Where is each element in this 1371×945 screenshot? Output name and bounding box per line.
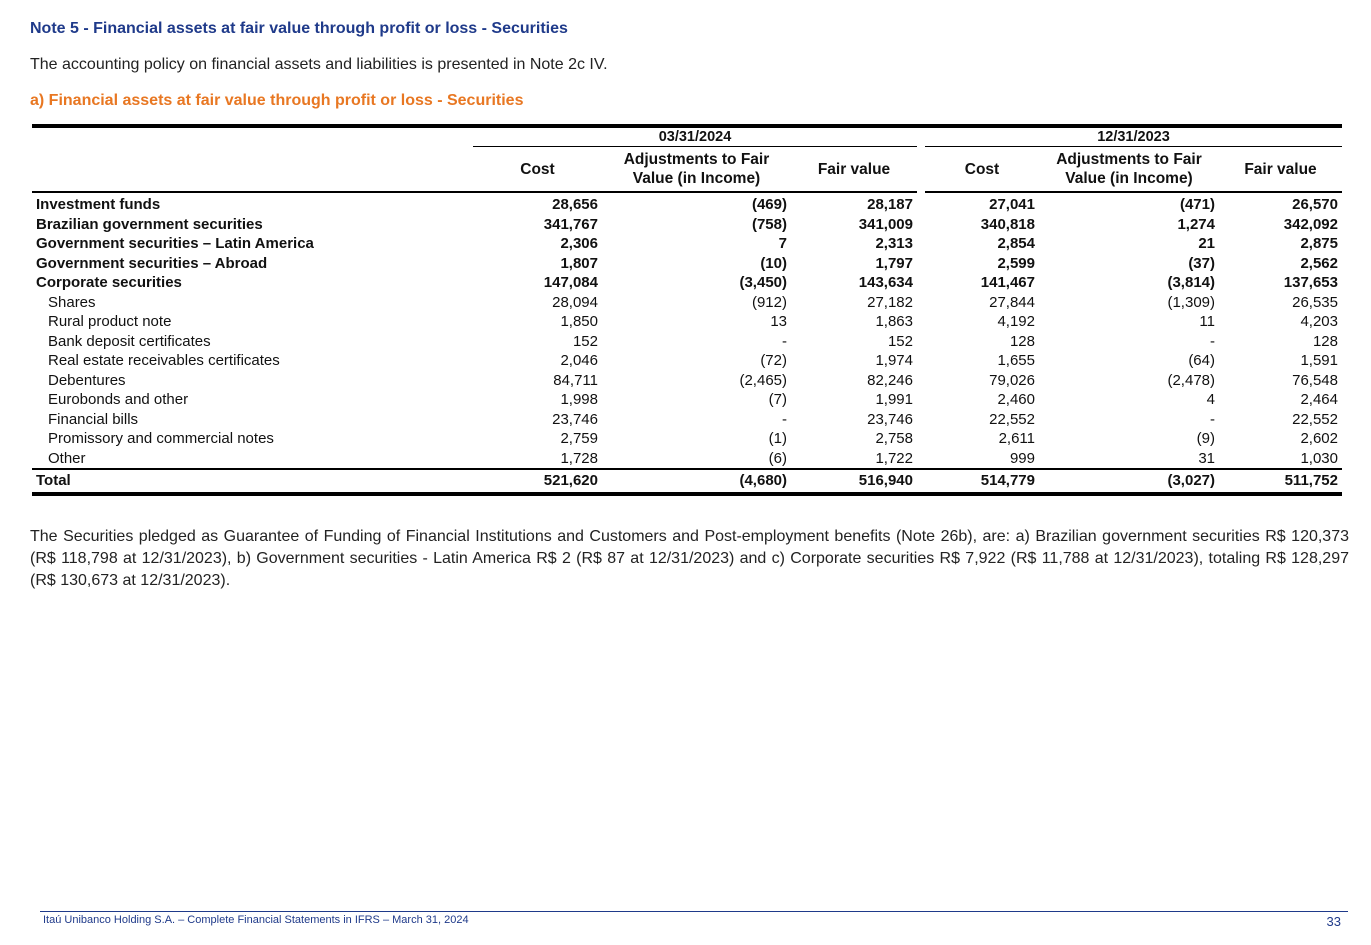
cell-value: (4,680) xyxy=(602,469,791,494)
securities-table xyxy=(32,124,1342,496)
cell-value: 22,552 xyxy=(1292,410,1338,428)
cell-value: - xyxy=(1210,332,1215,350)
cell-value: 141,467 xyxy=(980,274,1035,291)
table-row xyxy=(32,254,1342,274)
cell-value: (2,478) xyxy=(1167,371,1215,389)
cell-value: 1,591 xyxy=(1300,352,1338,369)
cell-value: (3,814) xyxy=(1167,274,1215,291)
row-label: Other xyxy=(48,449,86,467)
cell-value: 1,655 xyxy=(997,352,1035,369)
cell-value: 999 xyxy=(1009,449,1035,467)
cell-value: 1,274 xyxy=(1177,215,1215,233)
table-row xyxy=(32,192,1342,215)
cell-value: (3,450) xyxy=(739,274,787,291)
cell-value: (9) xyxy=(1196,430,1215,447)
cell-value: 1,863 xyxy=(875,313,913,330)
row-label: Corporate securities xyxy=(36,274,182,291)
cell-value: 27,041 xyxy=(989,196,1035,213)
cell-value: 27,182 xyxy=(867,293,913,311)
cell-value: 23,746 xyxy=(867,410,913,428)
note-title: Note 5 - Financial assets at fair value through profit or loss - Securities xyxy=(30,20,568,37)
cell-value: (469) xyxy=(751,196,787,213)
pledged-securities-note: The Securities pledged as Guarantee of Funding of Financial Institutions and Customers and Post-employment benefits (Note 26b), are: a) Brazilian government securities R$ 120,373 (R$ 118,798 at 12/31/2023), b) Government securities - Latin America R$ 2 (R$ 87 at 12/31/2023) and c) Corporate securities R$ 7,922 (R$ 11,788 at 12/31/2023), totaling R$ 128,297 (R$ 130,673 at 12/31/2023). xyxy=(30,528,1349,589)
cell-value: (6) xyxy=(768,449,787,467)
cell-value: 1,850 xyxy=(560,313,598,330)
cell-value: 82,246 xyxy=(867,371,913,389)
table-row xyxy=(32,234,1342,254)
cell-value: 514,779 xyxy=(925,469,1039,494)
row-label: Shares xyxy=(48,293,96,311)
cell-value: 2,758 xyxy=(875,430,913,447)
cell-value: (758) xyxy=(751,215,787,233)
row-label: Government securities – Abroad xyxy=(36,254,268,272)
column-header-cost: Cost xyxy=(925,147,1039,193)
cell-value: 152 xyxy=(572,332,598,350)
table-row xyxy=(32,293,1342,313)
column-header-fair-value: Fair value xyxy=(791,147,917,193)
cell-value: (2,465) xyxy=(739,371,787,389)
cell-value: 7 xyxy=(778,235,787,252)
table-row xyxy=(32,312,1342,332)
cell-value: (64) xyxy=(1188,352,1215,369)
cell-value: - xyxy=(1210,410,1215,428)
cell-value: (912) xyxy=(751,293,787,311)
table-row xyxy=(32,371,1342,391)
cell-value: (471) xyxy=(1179,196,1215,213)
cell-value: 341,009 xyxy=(858,215,913,233)
cell-value: 521,620 xyxy=(473,469,602,494)
table-row xyxy=(32,410,1342,430)
period-header: 12/31/2023 xyxy=(925,126,1342,147)
cell-value: 128 xyxy=(1009,332,1035,350)
cell-value: 4,192 xyxy=(997,313,1035,330)
cell-value: 2,611 xyxy=(998,430,1035,447)
cell-value: (72) xyxy=(760,352,787,369)
period-header: 03/31/2024 xyxy=(473,126,917,147)
cell-value: 1,722 xyxy=(875,449,913,467)
cell-value: 1,030 xyxy=(1300,449,1338,467)
cell-value: 340,818 xyxy=(980,215,1035,233)
cell-value: (1) xyxy=(768,430,787,447)
cell-value: 23,746 xyxy=(552,410,598,428)
cell-value: 1,991 xyxy=(875,391,913,408)
cell-value: 342,092 xyxy=(1283,215,1338,233)
row-label: Total xyxy=(32,469,473,494)
cell-value: 2,759 xyxy=(560,430,598,447)
cell-value: 2,599 xyxy=(997,254,1035,272)
table-row xyxy=(32,273,1342,293)
row-label: Financial bills xyxy=(48,410,139,428)
intro-text: The accounting policy on financial assets and liabilities is presented in Note 2c IV. xyxy=(30,56,608,73)
cell-value: 516,940 xyxy=(791,469,917,494)
footer-text: Itaú Unibanco Holding S.A. – Complete Financial Statements in IFRS – March 31, 2024 xyxy=(43,914,469,926)
cell-value: - xyxy=(782,410,787,428)
column-header-adjustments: Adjustments to Fair Value (in Income) xyxy=(602,147,791,193)
section-title: a) Financial assets at fair value through profit or loss - Securities xyxy=(30,92,524,109)
table-row xyxy=(32,351,1342,371)
cell-value: 76,548 xyxy=(1292,371,1338,389)
cell-value: 21 xyxy=(1198,235,1215,252)
cell-value: 79,026 xyxy=(989,371,1035,389)
cell-value: 2,460 xyxy=(997,391,1035,408)
table-row xyxy=(32,390,1342,410)
cell-value: 2,854 xyxy=(997,235,1035,252)
cell-value: 28,094 xyxy=(552,293,598,311)
cell-value: 511,752 xyxy=(1219,469,1342,494)
table-row xyxy=(32,215,1342,235)
cell-value: 2,464 xyxy=(1300,391,1338,408)
cell-value: 1,974 xyxy=(875,352,913,369)
row-label: Government securities – Latin America xyxy=(36,235,314,252)
cell-value: 22,552 xyxy=(989,410,1035,428)
cell-value: (10) xyxy=(760,254,787,272)
cell-value: 2,562 xyxy=(1300,254,1338,272)
cell-value: 128 xyxy=(1312,332,1338,350)
cell-value: 2,602 xyxy=(1300,430,1338,447)
cell-value: 1,807 xyxy=(560,254,598,272)
cell-value: 1,728 xyxy=(560,449,598,467)
cell-value: 11 xyxy=(1199,313,1215,330)
cell-value: (7) xyxy=(768,391,787,408)
cell-value: 13 xyxy=(770,313,787,330)
cell-value: 26,535 xyxy=(1292,293,1338,311)
cell-value: 4,203 xyxy=(1300,313,1338,330)
cell-value: 28,187 xyxy=(867,196,913,213)
column-header-cost: Cost xyxy=(473,147,602,193)
row-label: Eurobonds and other xyxy=(48,391,189,408)
cell-value: 2,046 xyxy=(560,352,598,369)
blank-header xyxy=(32,126,473,147)
cell-value: 26,570 xyxy=(1292,196,1338,213)
cell-value: 137,653 xyxy=(1283,274,1338,291)
row-label: Brazilian government securities xyxy=(36,215,263,233)
row-label: Promissory and commercial notes xyxy=(48,430,274,447)
cell-value: 28,656 xyxy=(552,196,598,213)
row-label: Real estate receivables certificates xyxy=(48,352,280,369)
cell-value: 143,634 xyxy=(858,274,913,291)
row-label: Bank deposit certificates xyxy=(48,332,211,350)
cell-value: 147,084 xyxy=(543,274,598,291)
cell-value: 4 xyxy=(1206,391,1215,408)
row-label: Rural product note xyxy=(48,313,172,330)
cell-value: 31 xyxy=(1198,449,1215,467)
table-row xyxy=(32,449,1342,470)
cell-value: 27,844 xyxy=(989,293,1035,311)
row-label: Debentures xyxy=(48,371,126,389)
cell-value: 1,797 xyxy=(875,254,913,272)
cell-value: (37) xyxy=(1188,254,1215,272)
total-row xyxy=(32,469,1342,494)
cell-value: 2,306 xyxy=(560,235,598,252)
cell-value: 84,711 xyxy=(553,371,598,389)
column-header-fair-value: Fair value xyxy=(1219,147,1342,193)
cell-value: (1,309) xyxy=(1167,293,1215,311)
page-number: 33 xyxy=(1326,914,1341,929)
footer-divider xyxy=(40,911,1348,912)
cell-value: 2,313 xyxy=(875,235,913,252)
cell-value: - xyxy=(782,332,787,350)
cell-value: 2,875 xyxy=(1300,235,1338,252)
column-header-adjustments: Adjustments to Fair Value (in Income) xyxy=(1039,147,1219,193)
cell-value: 341,767 xyxy=(543,215,598,233)
row-label: Investment funds xyxy=(36,196,161,213)
cell-value: 152 xyxy=(887,332,913,350)
cell-value: (3,027) xyxy=(1039,469,1219,494)
cell-value: 1,998 xyxy=(560,391,598,408)
table-row xyxy=(32,429,1342,449)
table-row xyxy=(32,332,1342,352)
